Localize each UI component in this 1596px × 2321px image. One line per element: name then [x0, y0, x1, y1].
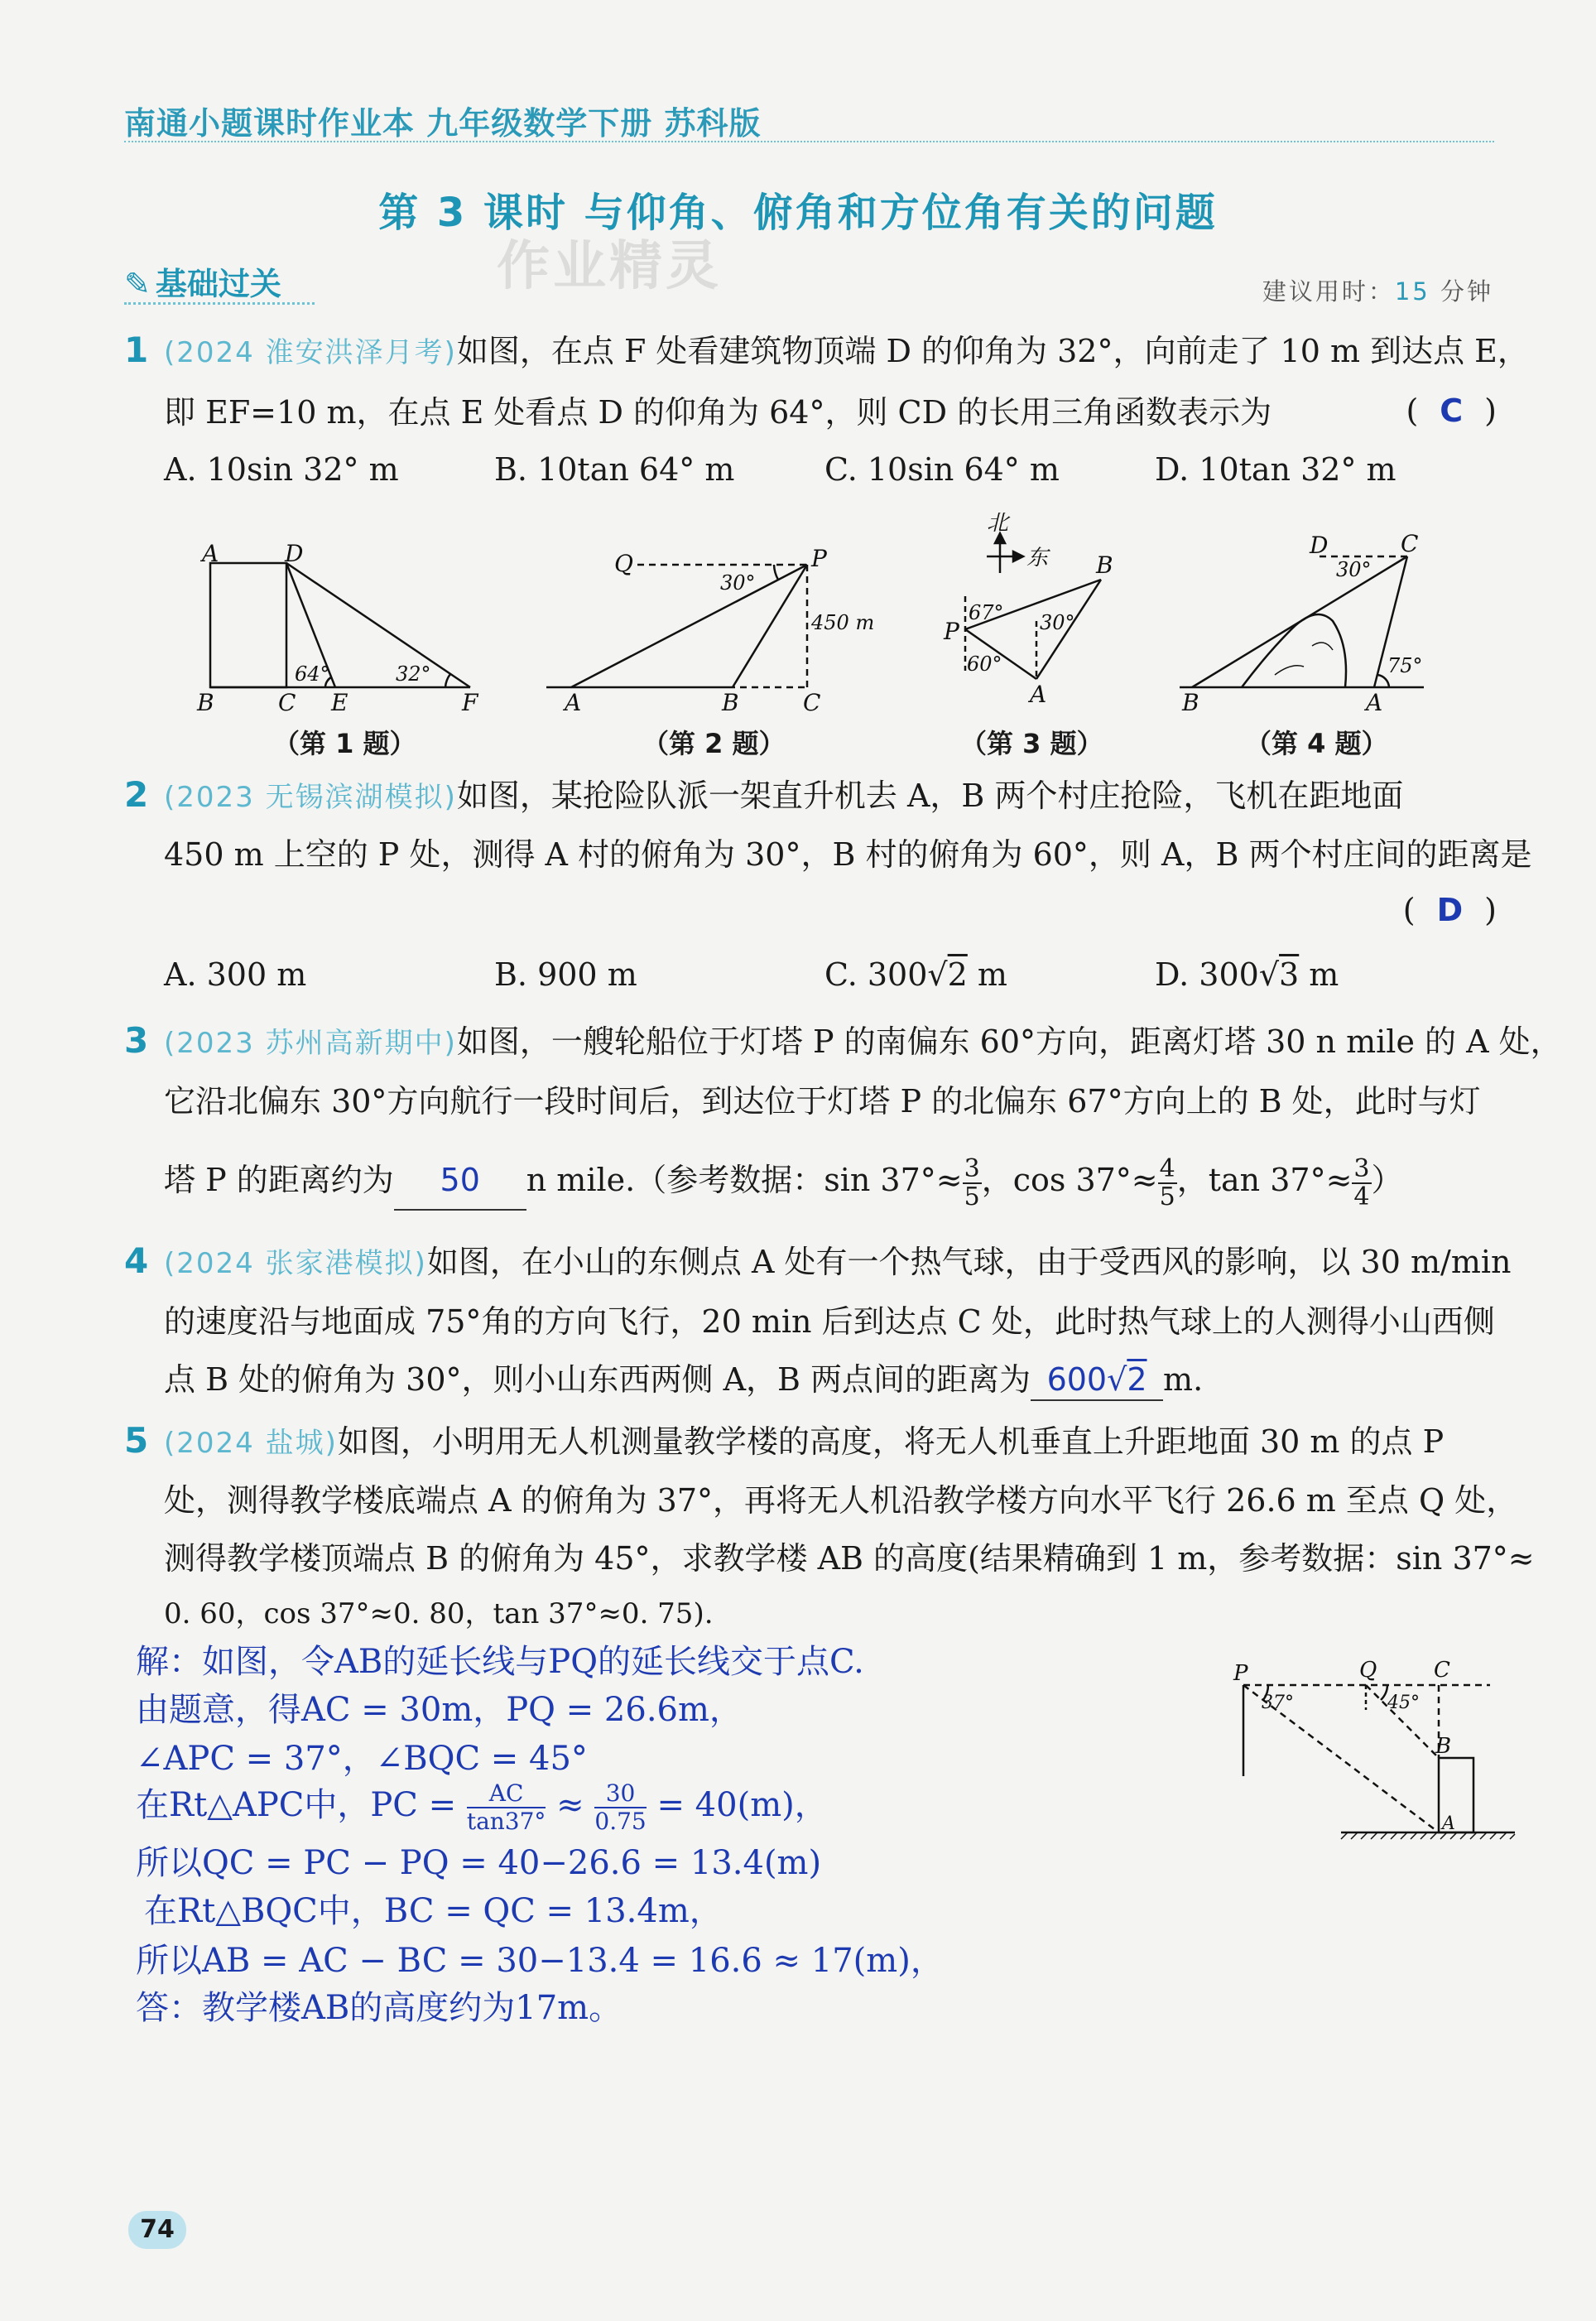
- question-5-number: 5: [124, 1420, 149, 1461]
- figure-2-height-label: 450 m: [811, 611, 875, 634]
- solution-fraction-2: [594, 1780, 646, 1835]
- figure-5-label-p: P: [1233, 1661, 1248, 1686]
- question-1-option-b: B. 10tan 64° m: [494, 451, 735, 488]
- compass-north-label: 北: [987, 511, 1009, 536]
- question-1-option-a: A. 10sin 32° m: [164, 451, 399, 488]
- question-1-line-2: 即 EF=10 m，在点 E 处看点 D 的仰角为 64°，则 CD 的长用三角函数表示为: [164, 394, 1272, 431]
- figure-5-label-q: Q: [1359, 1658, 1377, 1683]
- question-1-text-1: 如图，在点 F 处看建筑物顶端 D 的仰角为 32°，向前走了 10 m 到达点 E，: [456, 333, 1529, 369]
- question-3-line-2: 它沿北偏东 30°方向航行一段时间后，到达位于灯塔 P 的北偏东 67°方向上的 B 处，此时与灯: [164, 1083, 1481, 1120]
- question-1-answer: ( C ): [1406, 392, 1497, 429]
- solution-line-4-post: = 40(m)，: [656, 1786, 828, 1824]
- section-heading: [124, 258, 281, 304]
- question-2-option-c-coef: C. 300: [824, 956, 928, 993]
- question-2-answer: ( D ): [1402, 892, 1497, 928]
- sin-fraction: [963, 1153, 982, 1211]
- figure-4-label-c: C: [1401, 530, 1419, 557]
- question-2-option-b: B. 900 m: [494, 956, 637, 993]
- figure-2-label-a: A: [565, 689, 582, 716]
- solution-fraction-1-num: AC: [467, 1780, 546, 1808]
- figure-1-arc-f: [445, 674, 450, 687]
- figure-3-label-a: A: [1030, 681, 1047, 708]
- figure-5-angle-45: 45°: [1387, 1693, 1420, 1713]
- question-3-line-1: [164, 1022, 1562, 1063]
- question-3-text-1: 如图，一艘轮船位于灯塔 P 的南偏东 60°方向，距离灯塔 30 n mile 的 A 处，: [456, 1023, 1562, 1060]
- cos-fraction: [1158, 1153, 1177, 1211]
- figure-4-caption: （第 4 题）: [1245, 728, 1388, 759]
- question-5-line-4: 0. 60，cos 37°≈0. 80，tan 37°≈0. 75).: [164, 1597, 714, 1630]
- compass-east-label: 东: [1026, 546, 1049, 571]
- solution-line-4-pre: 在Rt△APC中，PC =: [136, 1786, 457, 1824]
- question-1-option-d: D. 10tan 32° m: [1155, 451, 1396, 488]
- figure-1-label-b: B: [197, 689, 214, 716]
- figure-4-angle-30: 30°: [1336, 558, 1372, 581]
- question-3-close: ）: [1371, 1162, 1403, 1198]
- question-4-answer-blank: 600√2: [1031, 1360, 1163, 1401]
- question-4-text-3: 点 B 处的俯角为 30°，则小山东西两侧 A，B 两点间的距离为: [164, 1361, 1031, 1398]
- lesson-title: 第 3 课时 与仰角、俯角和方位角有关的问题: [378, 190, 1218, 236]
- question-3-text-3: 塔 P 的距离约为: [164, 1162, 394, 1198]
- question-2-option-d: D. 300√3 m: [1155, 956, 1339, 993]
- solution-line-1: 解：如图，令AB的延长线与PQ的延长线交于点C.: [136, 1643, 864, 1681]
- tan-fraction: [1352, 1153, 1371, 1211]
- cos-label: ，cos 37°≈: [981, 1162, 1158, 1198]
- figure-1-angle-32: 32°: [396, 662, 431, 686]
- question-3-number: 3: [124, 1020, 149, 1061]
- question-2-option-d-coef: D. 300: [1155, 956, 1259, 993]
- question-3-line-3: [164, 1151, 1403, 1211]
- solution-line-3: ∠APC = 37°，∠BQC = 45°: [136, 1740, 588, 1778]
- solution-line-4: [136, 1779, 828, 1835]
- question-3-source: (2023 苏州高新期中): [164, 1027, 457, 1060]
- solution-line-2: 由题意，得AC = 30m，PQ = 26.6m，: [136, 1691, 743, 1729]
- question-5-line-1: [164, 1422, 1444, 1463]
- question-4-source: (2024 张家港模拟): [164, 1247, 427, 1280]
- question-1-answer-letter: C: [1440, 392, 1464, 429]
- figure-1-building: [210, 563, 286, 687]
- question-2-option-d-radicand: 3: [1279, 956, 1300, 993]
- solution-line-4-approx: ≈: [556, 1786, 584, 1824]
- question-2-answer-letter: D: [1436, 892, 1464, 928]
- figure-3-caption: （第 3 题）: [960, 728, 1103, 759]
- solution-line-5: 所以QC = PC − PQ = 40−26.6 = 13.4(m): [136, 1844, 822, 1882]
- tan-label: ，tan 37°≈: [1176, 1162, 1353, 1198]
- question-5-line-2: 处，测得教学楼底端点 A 的俯角为 37°，再将无人机沿教学楼方向水平飞行 26.6 m 至点 Q 处，: [164, 1482, 1518, 1519]
- figure-3-angle-30: 30°: [1040, 611, 1075, 634]
- figure-2-arc: [774, 565, 778, 580]
- suggested-time: [1262, 273, 1493, 307]
- figure-2-caption: （第 2 题）: [642, 728, 786, 759]
- figure-5: [1225, 1652, 1531, 1859]
- suggested-time-label: 建议用时：: [1262, 277, 1395, 306]
- figure-3-angle-60: 60°: [967, 652, 1002, 676]
- figure-2-label-q: Q: [614, 550, 633, 577]
- question-1-line-1: [164, 331, 1529, 373]
- figure-5-label-c: C: [1434, 1658, 1450, 1683]
- book-header: 南通小题课时作业本 九年级数学下册 苏科版: [124, 105, 762, 142]
- tan-denominator: 4: [1353, 1182, 1370, 1211]
- question-1-source: (2024 淮安洪泽月考): [164, 336, 457, 369]
- figure-4-hill-shading: [1275, 643, 1333, 675]
- figure-5-arc-q: [1381, 1685, 1387, 1700]
- figure-4-label-a: A: [1366, 689, 1383, 716]
- solution-line-7: 所以AB = AC − BC = 30−13.4 = 16.6 ≈ 17(m)，: [136, 1942, 944, 1980]
- figure-5-angle-37: 37°: [1262, 1693, 1294, 1713]
- question-2-source: (2023 无锡滨湖模拟): [164, 781, 457, 814]
- solution-fraction-1: [467, 1780, 546, 1835]
- sin-denominator: 5: [964, 1182, 980, 1211]
- figure-1-label-a: A: [202, 540, 219, 567]
- figure-5-label-b: B: [1435, 1734, 1452, 1759]
- figure-4-label-d: D: [1310, 532, 1329, 559]
- question-4-text-3b: m.: [1163, 1361, 1204, 1398]
- question-4-text-1: 如图，在小山的东侧点 A 处有一个热气球，由于受西风的影响，以 30 m/min: [426, 1244, 1512, 1280]
- figure-3-label-p: P: [944, 618, 959, 645]
- question-3-answer-blank: 50: [394, 1151, 526, 1211]
- header-divider: [124, 141, 1494, 142]
- solution-line-8: 答：教学楼AB的高度约为17m。: [136, 1989, 623, 2027]
- question-5-source: (2024 盐城): [164, 1427, 338, 1460]
- figure-1-angle-64: 64°: [295, 662, 330, 686]
- figure-2-line-pa: [571, 565, 807, 687]
- question-2-number: 2: [124, 774, 149, 815]
- figure-5-label-a: A: [1442, 1813, 1455, 1834]
- solution-line-6: 在Rt△BQC中，BC = QC = 13.4m，: [144, 1892, 723, 1930]
- figure-2-label-p: P: [811, 545, 827, 572]
- question-4-answer-coef: 600: [1046, 1361, 1108, 1398]
- section-name: 基础过关: [155, 266, 281, 302]
- figure-4-angle-75: 75°: [1387, 654, 1423, 677]
- pencil-icon: ✎: [124, 266, 151, 302]
- section-underline: [124, 302, 315, 305]
- figure-2: [546, 565, 807, 687]
- question-2-option-d-unit: m: [1299, 956, 1339, 993]
- figure-1-label-f: F: [462, 689, 478, 716]
- cos-numerator: 4: [1159, 1153, 1175, 1183]
- page-number: 74: [128, 2211, 186, 2249]
- tan-numerator: 3: [1353, 1153, 1370, 1183]
- question-4-answer-radicand: 2: [1127, 1361, 1147, 1398]
- question-3-text-3b: n mile.（参考数据：sin 37°≈: [526, 1162, 963, 1198]
- sin-numerator: 3: [964, 1153, 980, 1183]
- cos-denominator: 5: [1159, 1182, 1175, 1211]
- solution-fraction-2-den: 0.75: [594, 1808, 647, 1835]
- question-2-option-c-radicand: 2: [947, 956, 968, 993]
- figure-3-label-b: B: [1096, 551, 1113, 579]
- solution-fraction-1-den: tan37°: [466, 1808, 546, 1835]
- question-2-line-1: [164, 776, 1403, 817]
- question-5-text-1: 如图，小明用无人机测量教学楼的高度，将无人机垂直上升距地面 30 m 的点 P: [337, 1423, 1445, 1460]
- question-2-option-c: C. 300√2 m: [824, 956, 1007, 993]
- question-4-line-2: 的速度沿与地面成 75°角的方向飞行，20 min 后到达点 C 处，此时热气球上的人测得小山西侧: [164, 1303, 1495, 1340]
- question-2-line-2: 450 m 上空的 P 处，测得 A 村的俯角为 30°，B 村的俯角为 60°，则 A，B 两个村庄间的距离是: [164, 836, 1532, 873]
- figure-2-label-c: C: [803, 689, 821, 716]
- figure-1-label-e: E: [331, 689, 349, 716]
- figures-row: [0, 497, 1596, 720]
- east-arrow-icon: [1013, 551, 1023, 561]
- figure-1-label-d: D: [285, 540, 304, 567]
- question-4-number: 4: [124, 1240, 149, 1281]
- solution-fraction-2-num: 30: [594, 1780, 646, 1808]
- figure-1: [210, 563, 470, 687]
- question-4-line-3: [164, 1360, 1203, 1401]
- figure-3-angle-67: 67°: [969, 601, 1004, 624]
- question-2-option-a: A. 300 m: [164, 956, 307, 993]
- figure-2-angle: 30°: [720, 571, 756, 595]
- figure-1-caption: （第 1 题）: [273, 728, 416, 759]
- question-1-option-c: C. 10sin 64° m: [824, 451, 1060, 488]
- figure-1-label-c: C: [278, 689, 296, 716]
- question-1-number: 1: [124, 330, 149, 370]
- question-2-option-c-unit: m: [967, 956, 1007, 993]
- figure-4-label-b: B: [1182, 689, 1199, 716]
- figure-2-label-b: B: [722, 689, 739, 716]
- question-5-line-3: 测得教学楼顶端点 B 的俯角为 45°，求教学楼 AB 的高度(结果精确到 1 m，参考数据：sin 37°≈: [164, 1540, 1535, 1577]
- question-4-line-1: [164, 1242, 1512, 1283]
- suggested-time-unit: 分钟: [1440, 277, 1493, 306]
- question-2-text-1: 如图，某抢险队派一架直升机去 A，B 两个村庄抢险，飞机在距地面: [456, 778, 1404, 814]
- watermark: 作业精灵: [497, 236, 722, 297]
- suggested-time-value: 15: [1394, 277, 1430, 306]
